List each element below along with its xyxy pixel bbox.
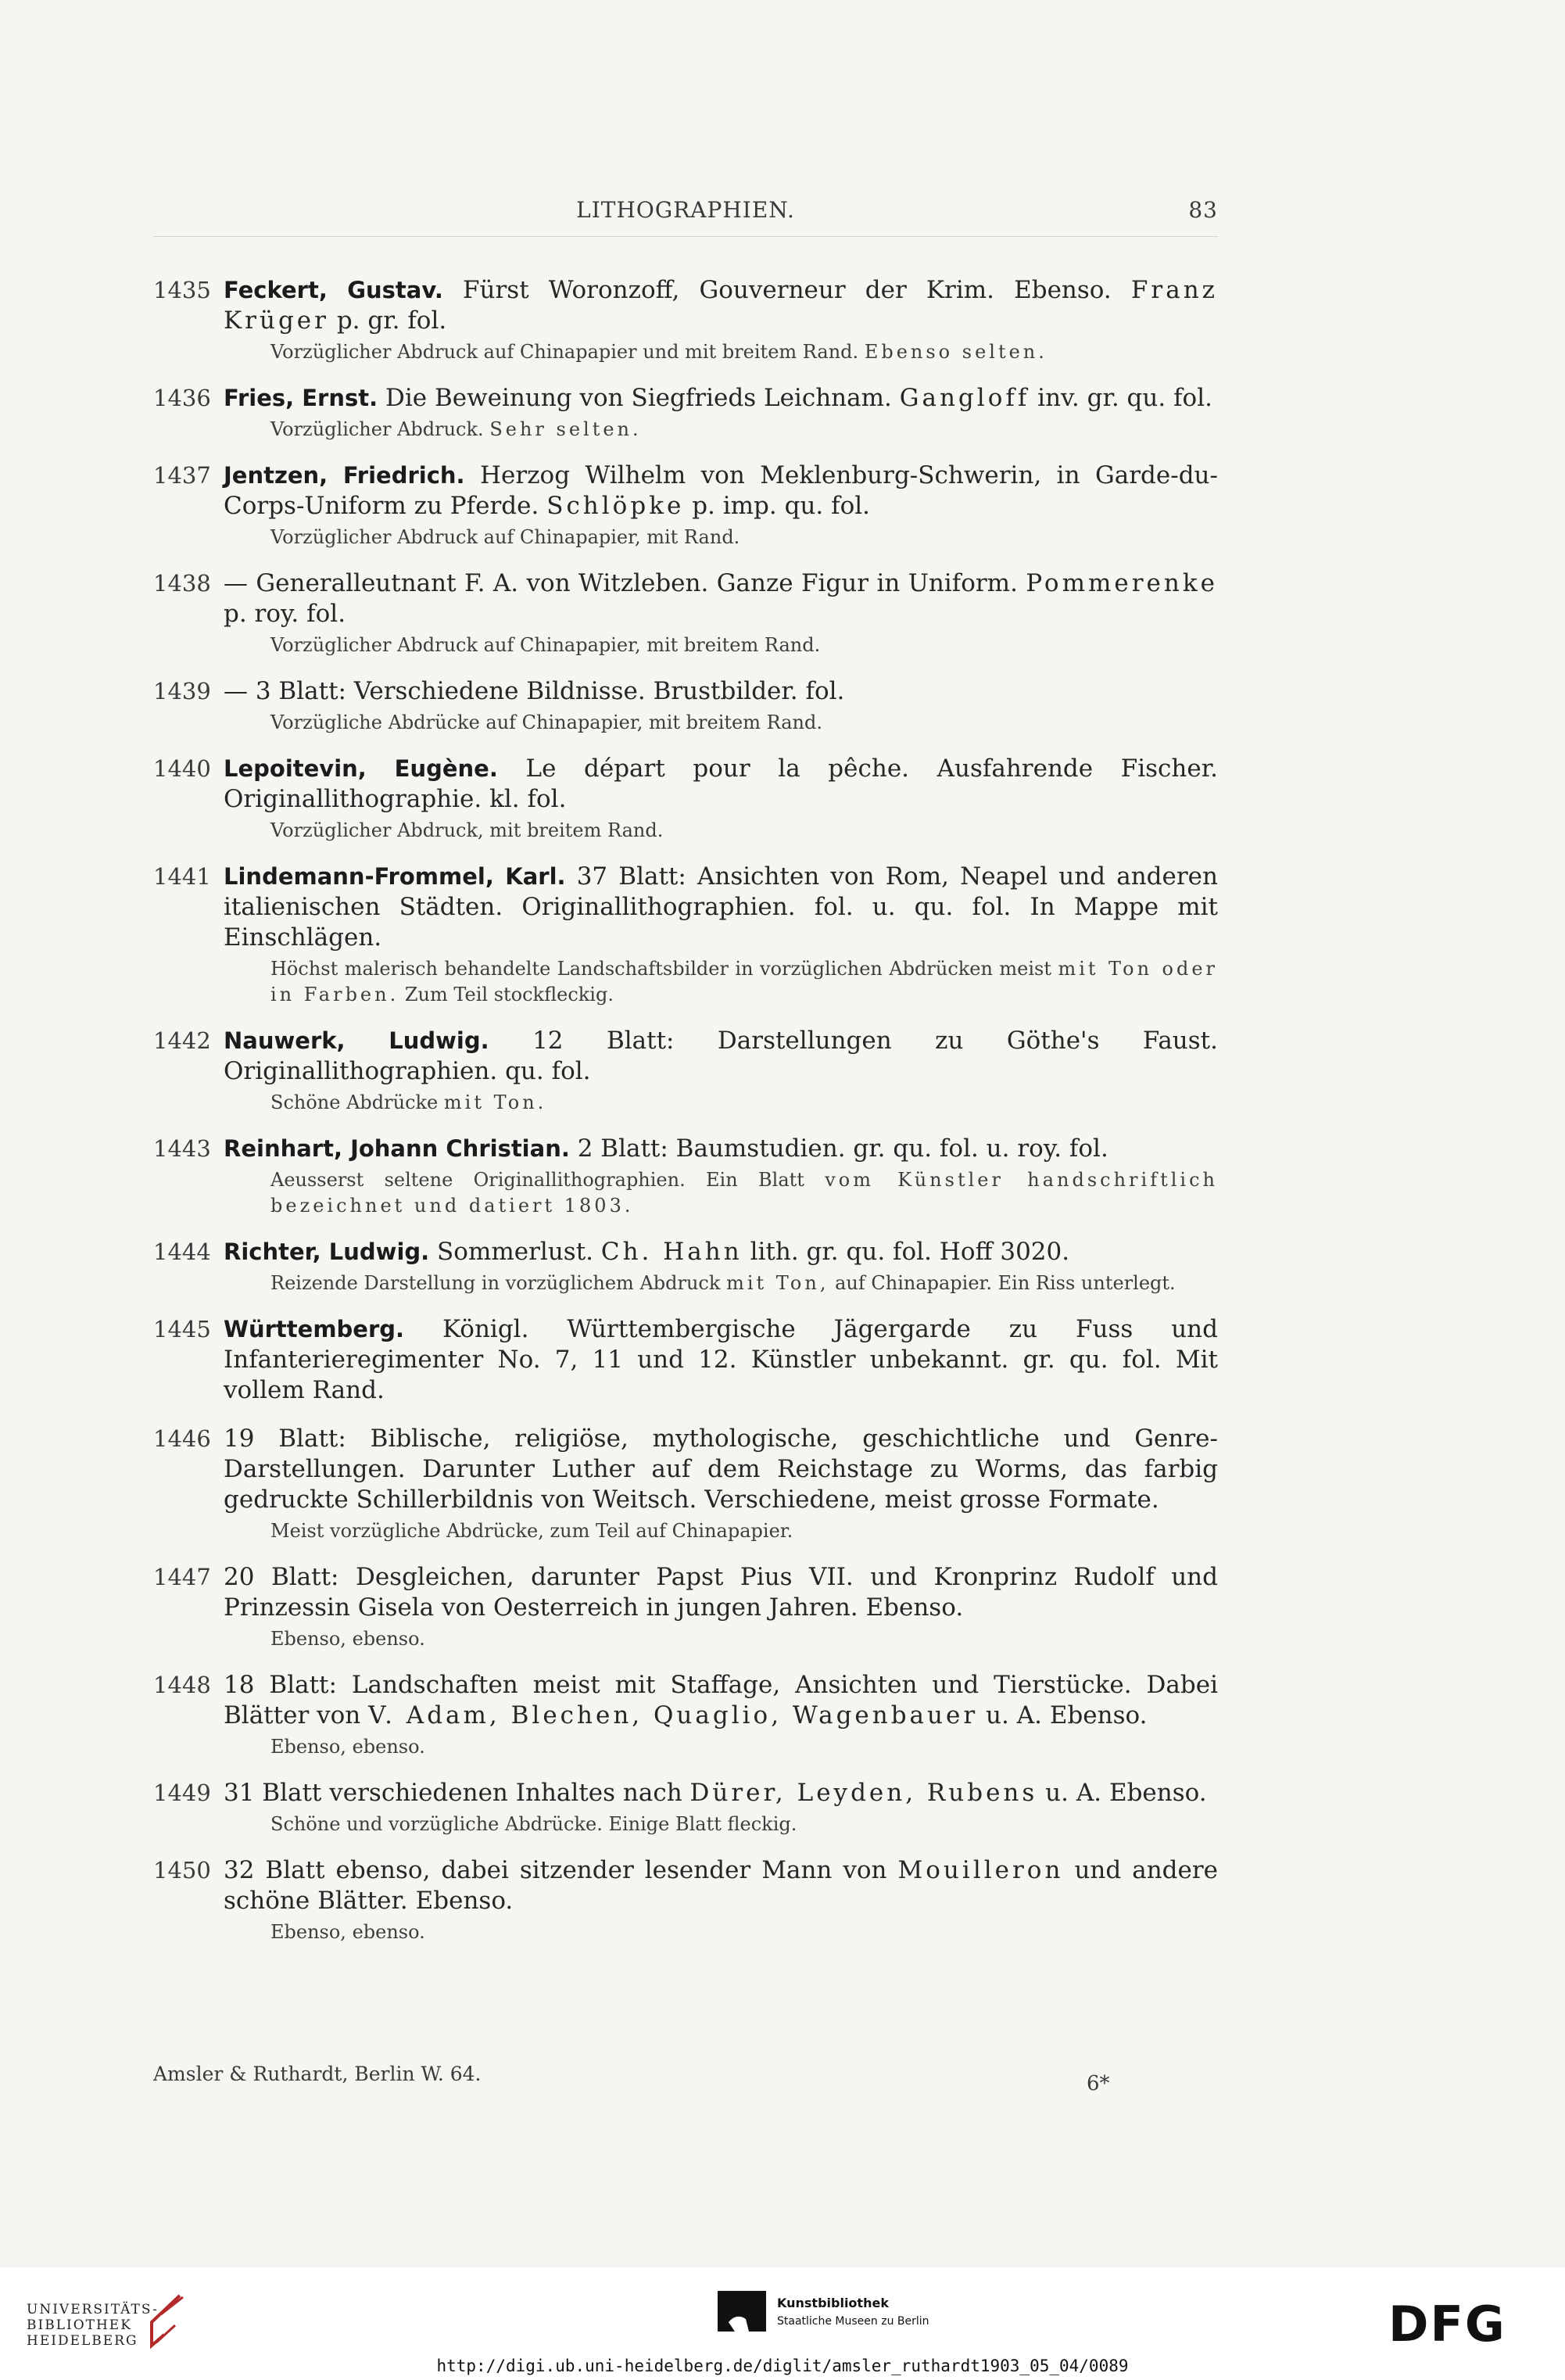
entry-description — [224, 568, 1218, 629]
entry-note-part: Ebenso, ebenso. — [270, 1921, 425, 1943]
entry-note-part: auf Chinapapier. Ein Riss unterlegt. — [835, 1272, 1176, 1294]
entry-lithographer: Schlöpke — [546, 492, 685, 520]
entry-condition-note — [224, 710, 1218, 736]
entry-text: — 3 Blatt: Verschiedene Bildnisse. Brustbilder. fol. — [224, 677, 845, 705]
entry-artist-heading: Lindemann-Frommel, Karl. — [224, 863, 566, 890]
university-logo-icon — [141, 2291, 189, 2350]
entry-description — [224, 676, 1218, 707]
entry-condition-note — [224, 1167, 1218, 1219]
entry-number: 1448 — [153, 1672, 211, 1698]
entry-artist-heading: Jentzen, Friedrich. — [224, 462, 465, 489]
catalog-entry — [153, 754, 1218, 844]
entry-number: 1446 — [153, 1425, 211, 1452]
entry-text: Le départ pour la pêche. Ausfahrende Fischer. Originallithographie. kl. fol. — [224, 755, 1219, 813]
entry-note-part: Höchst malerisch behandelte Landschaftsbilder in vorzüglichen Abdrücken meist — [270, 958, 1052, 980]
entry-format: und andere schöne Blätter. Ebenso. — [224, 1856, 1219, 1915]
entry-note-part: Vorzüglicher Abdruck auf Chinapapier und mit breitem Rand. — [270, 341, 859, 363]
entry-text: Die Beweinung von Siegfrieds Leichnam. — [385, 384, 892, 412]
entry-description — [224, 862, 1218, 953]
entry-number: 1441 — [153, 863, 211, 890]
entry-format: inv. gr. qu. fol. — [1037, 384, 1212, 412]
entry-note-part: Ebenso, ebenso. — [270, 1628, 425, 1650]
entry-condition-note — [224, 956, 1218, 1008]
catalog-entry — [153, 1670, 1218, 1760]
catalog-entry — [153, 1562, 1218, 1652]
catalog-entry — [153, 1424, 1218, 1544]
entry-note-part: Meist vorzügliche Abdrücke, zum Teil auf Chinapapier. — [270, 1520, 793, 1542]
catalog-entry — [153, 568, 1218, 658]
entry-condition-note — [224, 339, 1218, 365]
entry-lithographer: Dürer, Leyden, Rubens — [689, 1779, 1038, 1807]
entry-description — [224, 1424, 1218, 1515]
catalog-entry — [153, 1855, 1218, 1945]
entry-format: u. A. Ebenso. — [1045, 1779, 1207, 1807]
entry-note-part: Vorzüglicher Abdruck. — [270, 418, 484, 440]
catalog-entry — [153, 1026, 1218, 1116]
header-rule — [153, 236, 1218, 237]
entry-condition-note — [224, 818, 1218, 844]
entry-note-part: Vorzüglicher Abdruck, mit breitem Rand. — [270, 819, 664, 841]
entry-number: 1440 — [153, 755, 211, 782]
source-url[interactable]: http://digi.ub.uni-heidelberg.de/diglit/amsler_ruthardt1903_05_04/0089 — [436, 2357, 1129, 2375]
entry-condition-note — [224, 1271, 1218, 1296]
entry-text: Sommerlust. — [437, 1238, 594, 1266]
catalog-entry — [153, 676, 1218, 736]
entry-description — [224, 461, 1218, 522]
entry-note-part: Sehr selten. — [489, 418, 642, 440]
university-line: HEIDELBERG — [27, 2333, 138, 2349]
entry-text: 32 Blatt ebenso, dabei sitzender lesender Mann von — [224, 1856, 887, 1884]
entry-format: p. gr. fol. — [336, 306, 447, 335]
entry-description — [224, 1670, 1218, 1731]
entry-number: 1437 — [153, 462, 211, 489]
kunstbibliothek-logo-icon — [718, 2291, 766, 2346]
entry-number: 1447 — [153, 1564, 211, 1590]
entry-text: 18 Blatt: Landschaften meist mit Staffage, Ansichten und Tierstücke. Dabei Blätter von — [224, 1671, 1218, 1729]
entry-format: lith. gr. qu. fol. Hoff 3020. — [750, 1238, 1070, 1266]
entry-lithographer: Franz Krüger — [224, 276, 1218, 335]
entry-note-part: mit Ton oder in Farben. — [270, 958, 1219, 1005]
entry-description — [224, 1314, 1218, 1406]
entry-text: 19 Blatt: Biblische, religiöse, mythologische, geschichtliche und Genre-Darstellungen. Darunter Luther auf dem Reichstage zu Worms, das farbig gedruckte Schillerbildnis von Weitsch. Verschiedene, meist grosse Formate. — [224, 1425, 1218, 1514]
entry-lithographer: Mouilleron — [897, 1856, 1064, 1884]
catalog-entries — [153, 275, 1218, 1963]
entry-lithographer: V. Adam, Blechen, Quaglio, Wagenbauer — [368, 1701, 979, 1729]
entry-description — [224, 1237, 1218, 1267]
kunstbibliothek-subtitle: Staatliche Museen zu Berlin — [777, 2315, 929, 2328]
catalog-entry — [153, 383, 1218, 443]
entry-artist-heading: Reinhart, Johann Christian. — [224, 1135, 570, 1162]
entry-number: 1450 — [153, 1857, 211, 1884]
entry-number: 1443 — [153, 1135, 211, 1162]
entry-description — [224, 275, 1218, 336]
entry-number: 1435 — [153, 277, 211, 303]
entry-condition-note — [224, 1919, 1218, 1945]
entry-note-part: Zum Teil stockfleckig. — [404, 984, 614, 1005]
entry-note-part: Schöne Abdrücke — [270, 1091, 439, 1113]
entry-number: 1442 — [153, 1027, 211, 1054]
catalog-entry — [153, 1237, 1218, 1296]
entry-number: 1439 — [153, 678, 211, 704]
entry-note-part: Ebenso selten. — [864, 341, 1048, 363]
entry-text: 37 Blatt: Ansichten von Rom, Neapel und anderen italienischen Städten. Originallithographien. fol. u. qu. fol. In Mappe mit Einschlägen. — [224, 862, 1218, 952]
university-line: UNIVERSITÄTS- — [27, 2302, 159, 2317]
footer-publisher: Amsler & Ruthardt, Berlin W. 64. — [153, 2063, 482, 2085]
catalog-entry — [153, 275, 1218, 365]
entry-condition-note — [224, 1734, 1218, 1760]
entry-note-part: mit Ton, — [726, 1272, 829, 1294]
entry-text: — Generalleutnant F. A. von Witzleben. Ganze Figur in Uniform. — [224, 569, 1018, 597]
entry-format: u. A. Ebenso. — [986, 1701, 1148, 1729]
library-banner — [0, 2267, 1565, 2380]
entry-artist-heading: Nauwerk, Ludwig. — [224, 1027, 489, 1054]
entry-description — [224, 1562, 1218, 1623]
entry-note-part: Vorzüglicher Abdruck auf Chinapapier, mit breitem Rand. — [270, 634, 821, 656]
entry-note-part: Schöne und vorzügliche Abdrücke. Einige Blatt fleckig. — [270, 1813, 797, 1835]
entry-description — [224, 1778, 1218, 1808]
entry-lithographer: Pommerenke — [1026, 569, 1218, 597]
entry-note-part: Vorzüglicher Abdruck auf Chinapapier, mit Rand. — [270, 526, 740, 548]
entry-artist-heading: Fries, Ernst. — [224, 385, 378, 411]
entry-lithographer: Gangloff — [899, 384, 1030, 412]
entry-artist-heading: Richter, Ludwig. — [224, 1238, 430, 1265]
university-line: BIBLIOTHEK — [27, 2317, 132, 2333]
entry-note-part: Vorzügliche Abdrücke auf Chinapapier, mit breitem Rand. — [270, 711, 822, 733]
dfg-logo: DFG — [1388, 2296, 1506, 2353]
entry-artist-heading: Württemberg. — [224, 1316, 405, 1342]
entry-note-part: mit Ton. — [443, 1091, 547, 1113]
entry-condition-note — [224, 1812, 1218, 1837]
entry-text: 20 Blatt: Desgleichen, darunter Papst Pius VII. und Kronprinz Rudolf und Prinzessin Gisela von Oesterreich in jungen Jahren. Ebenso. — [224, 1563, 1218, 1622]
entry-note-part: Ebenso, ebenso. — [270, 1736, 425, 1758]
catalog-entry — [153, 1778, 1218, 1837]
entry-note-part: Aeusserst seltene Originallithographien. Ein Blatt — [270, 1169, 804, 1191]
entry-text: 12 Blatt: Darstellungen zu Göthe's Faust. Originallithographien. qu. fol. — [224, 1027, 1218, 1085]
entry-format: p. imp. qu. fol. — [692, 492, 871, 520]
entry-number: 1438 — [153, 570, 211, 597]
entry-number: 1449 — [153, 1780, 211, 1806]
footer-signature: 6* — [1087, 2072, 1110, 2095]
catalog-entry — [153, 1134, 1218, 1219]
running-title: LITHOGRAPHIEN. — [576, 197, 795, 223]
entry-text: Herzog Wilhelm von Meklenburg-Schwerin, in Garde-du-Corps-Uniform zu Pferde. — [224, 461, 1219, 520]
entry-description — [224, 1026, 1218, 1087]
catalog-entry — [153, 862, 1218, 1008]
entry-number: 1444 — [153, 1238, 211, 1265]
catalog-entry — [153, 461, 1218, 550]
entry-condition-note — [224, 633, 1218, 658]
entry-condition-note — [224, 1090, 1218, 1116]
entry-text: 31 Blatt verschiedenen Inhaltes nach — [224, 1779, 682, 1807]
kunstbibliothek-text — [777, 2294, 929, 2330]
entry-condition-note — [224, 417, 1218, 443]
university-library-name — [27, 2302, 159, 2349]
entry-note-part: Reizende Darstellung in vorzüglichem Abdruck — [270, 1272, 721, 1294]
entry-artist-heading: Lepoitevin, Eugène. — [224, 755, 498, 782]
entry-format: p. roy. fol. — [224, 600, 346, 628]
entry-description — [224, 1134, 1218, 1164]
entry-description — [224, 754, 1218, 815]
entry-condition-note — [224, 525, 1218, 550]
entry-description — [224, 383, 1218, 414]
entry-number: 1445 — [153, 1316, 211, 1342]
entry-condition-note — [224, 1518, 1218, 1544]
entry-text: Fürst Woronzoff, Gouverneur der Krim. Ebenso. — [463, 276, 1112, 304]
page-number: 83 — [1188, 197, 1218, 223]
entry-lithographer: Ch. Hahn — [600, 1238, 743, 1266]
entry-number: 1436 — [153, 385, 211, 411]
entry-note-part: vom Künstler handschriftlich bezeichnet und datiert 1803. — [270, 1169, 1218, 1217]
kunstbibliothek-title: Kunstbibliothek — [777, 2296, 889, 2310]
entry-description — [224, 1855, 1218, 1916]
catalog-entry — [153, 1314, 1218, 1406]
entry-text: Königl. Württembergische Jägergarde zu Fuss und Infanterieregimenter No. 7, 11 und 12. Künstler unbekannt. gr. qu. fol. Mit vollem Rand. — [224, 1315, 1218, 1404]
entry-artist-heading: Feckert, Gustav. — [224, 277, 443, 303]
entry-text: 2 Blatt: Baumstudien. gr. qu. fol. u. roy. fol. — [577, 1134, 1108, 1163]
entry-condition-note — [224, 1626, 1218, 1652]
